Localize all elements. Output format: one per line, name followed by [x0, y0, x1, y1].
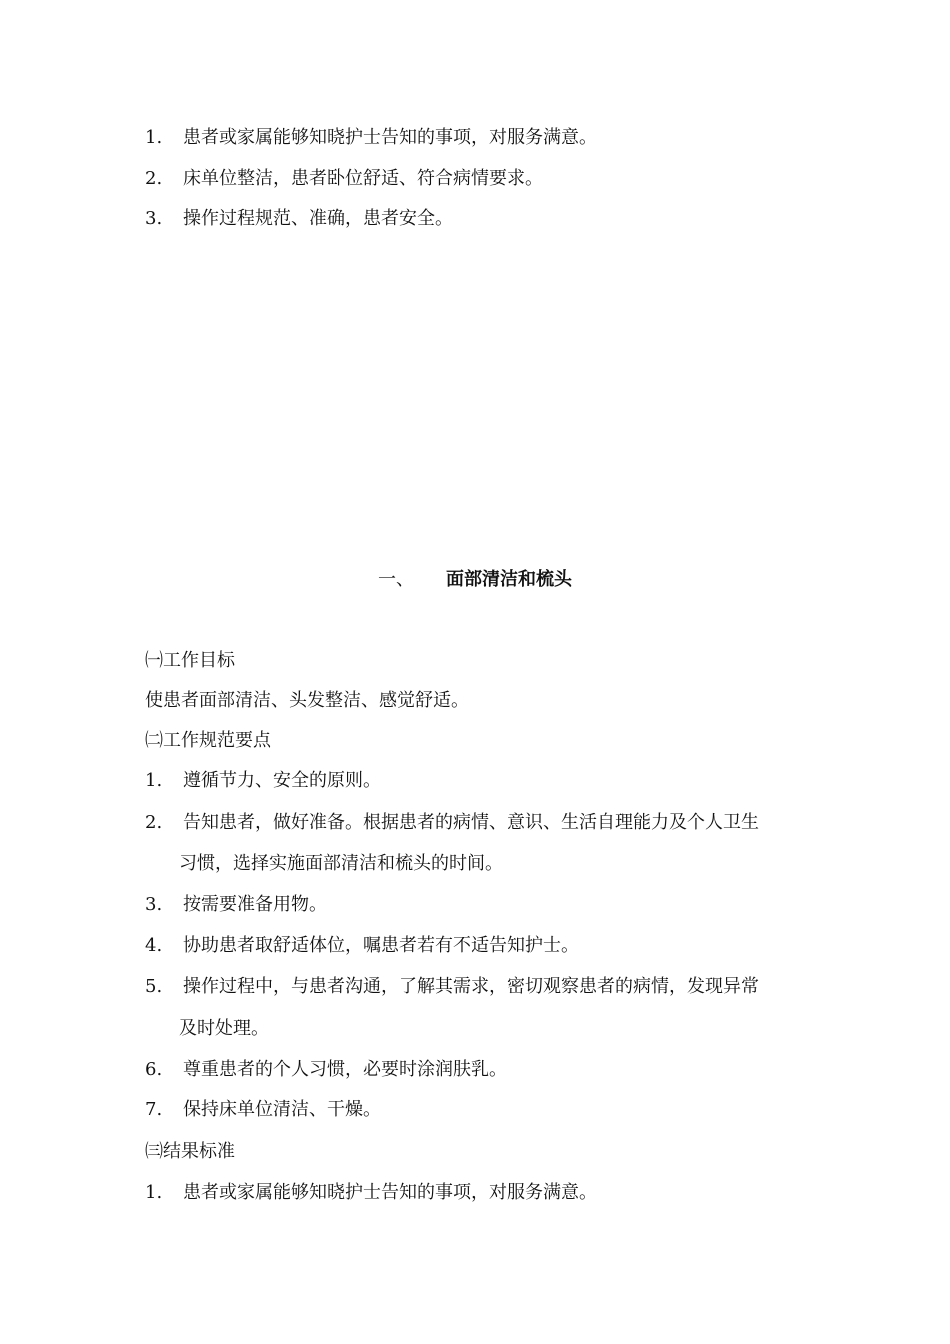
list-item	[145, 885, 825, 925]
list-item-continuation	[145, 1009, 825, 1049]
list-text: 患者或家属能够知晓护士告知的事项，对服务满意。	[183, 1182, 597, 1203]
section-number: 一、	[378, 569, 414, 590]
list-text: 保持床单位清洁、干燥。	[183, 1099, 381, 1120]
list-item	[145, 199, 825, 239]
list-item	[145, 926, 825, 966]
list-item	[145, 159, 825, 199]
list-text-continuation: 及时处理。	[179, 1018, 269, 1039]
section-heading	[0, 560, 950, 600]
list-number: 3.	[145, 894, 163, 915]
list-number: 1.	[145, 127, 163, 148]
list-text: 尊重患者的个人习惯，必要时涂润肤乳。	[183, 1059, 507, 1080]
list-text: 操作过程中，与患者沟通，了解其需求，密切观察患者的病情，发现异常	[183, 976, 759, 997]
list-number: 7.	[145, 1099, 163, 1120]
list-text: 床单位整洁，患者卧位舒适、符合病情要求。	[183, 168, 543, 189]
list-text: 操作过程规范、准确，患者安全。	[183, 208, 453, 229]
list-item	[145, 967, 825, 1007]
goal-heading: ㈠工作目标	[145, 650, 235, 671]
section-title: 面部清洁和梳头	[446, 569, 572, 590]
list-item-continuation	[145, 844, 825, 884]
list-item	[145, 803, 825, 843]
list-item	[145, 1173, 825, 1213]
list-text: 患者或家属能够知晓护士告知的事项，对服务满意。	[183, 127, 597, 148]
list-text: 协助患者取舒适体位，嘱患者若有不适告知护士。	[183, 935, 579, 956]
list-number: 6.	[145, 1059, 163, 1080]
list-number: 1.	[145, 1182, 163, 1203]
list-item	[145, 1090, 825, 1130]
list-item	[145, 761, 825, 801]
list-text-continuation: 习惯，选择实施面部清洁和梳头的时间。	[179, 853, 503, 874]
list-number: 2.	[145, 168, 163, 189]
list-number: 1.	[145, 770, 163, 791]
result-heading: ㈢结果标准	[145, 1141, 235, 1162]
list-text: 遵循节力、安全的原则。	[183, 770, 381, 791]
list-item	[145, 118, 825, 158]
list-item	[145, 1050, 825, 1090]
list-number: 2.	[145, 812, 163, 833]
list-text: 按需要准备用物。	[183, 894, 327, 915]
list-number: 5.	[145, 976, 163, 997]
goal-text: 使患者面部清洁、头发整洁、感觉舒适。	[145, 690, 469, 711]
list-number: 4.	[145, 935, 163, 956]
list-text: 告知患者，做好准备。根据患者的病情、意识、生活自理能力及个人卫生	[183, 812, 759, 833]
norms-heading: ㈡工作规范要点	[145, 730, 271, 751]
list-number: 3.	[145, 208, 163, 229]
